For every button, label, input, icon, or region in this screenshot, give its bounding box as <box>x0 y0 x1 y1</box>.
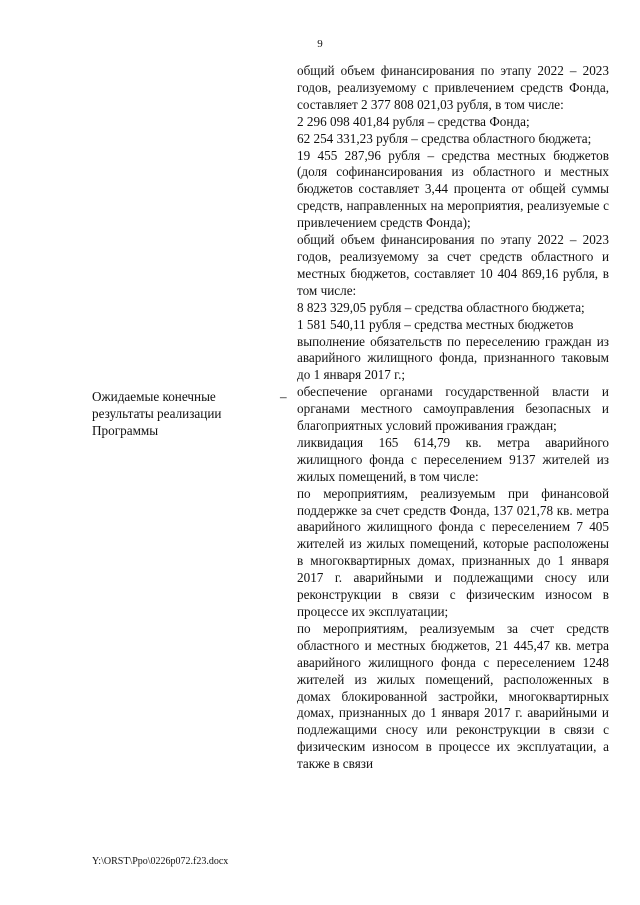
paragraph: 62 254 331,23 рубля – средства областного бюджета; <box>297 130 592 146</box>
paragraph: 2 296 098 401,84 рубля – средства Фонда; <box>297 113 530 129</box>
paragraph: 1 581 540,11 рубля – средства местных бюджетов <box>297 316 574 332</box>
section-label-expected-results: Ожидаемые конечные результаты реализации Программы <box>92 389 222 438</box>
paragraph: 19 455 287,96 рубля – средства местных бюджетов (доля софинансирования из областного и местных бюджетов составляет 3,44 процента от общей суммы средств, направленных на мероприятия, реализуемые с привлечением средств Фонда); <box>297 147 609 231</box>
file-path-footer: Y:\ORST\Ppo\0226p072.f23.docx <box>92 856 229 867</box>
content-column <box>297 63 609 773</box>
page-number: 9 <box>317 38 323 50</box>
paragraph: обеспечение органами государственной власти и органами местного самоуправления безопасных и благоприятных условий проживания граждан; <box>297 384 609 434</box>
paragraph: 8 823 329,05 рубля – средства областного бюджета; <box>297 299 585 315</box>
paragraph: общий объем финансирования по этапу 2022 – 2023 годов, реализуемому за счет средств областного и местных бюджетов, составляет 10 404 869,16 рубля, в том числе: <box>297 232 609 298</box>
label-dash: – <box>280 389 287 404</box>
paragraph: по мероприятиям, реализуемым при финансовой поддержке за счет средств Фонда, 137 021,78 кв. метра аварийного жилищного фонда с переселением 7 405 жителей из жилых помещений, которые расположены в многоквартирных домах, признанных до 1 января 2017 г. аварийными и подлежащими сносу или реконструкции в связи с физическим износом в процессе их эксплуатации; <box>297 485 609 619</box>
paragraph: по мероприятиям, реализуемым за счет средств областного и местных бюджетов, 21 445,47 кв. метра аварийного жилищного фонда с переселением 1248 жителей из жилых помещений, расположенных в домах блокированной застройки, многоквартирных домах, признанных до 1 января 2017 г. аварийными и подлежащими сносу или реконструкции в связи с физическим износом в процессе их эксплуатации, а также в связи <box>297 620 609 772</box>
paragraph: выполнение обязательств по переселению граждан из аварийного жилищного фонда, признанного таковым до 1 января 2017 г.; <box>297 333 609 383</box>
paragraph: общий объем финансирования по этапу 2022 – 2023 годов, реализуемому с привлечением средств Фонда, составляет 2 377 808 021,03 рубля, в том числе: <box>297 63 609 112</box>
paragraph: ликвидация 165 614,79 кв. метра аварийного жилищного фонда с переселением 9137 жителей из жилых помещений, в том числе: <box>297 434 609 484</box>
